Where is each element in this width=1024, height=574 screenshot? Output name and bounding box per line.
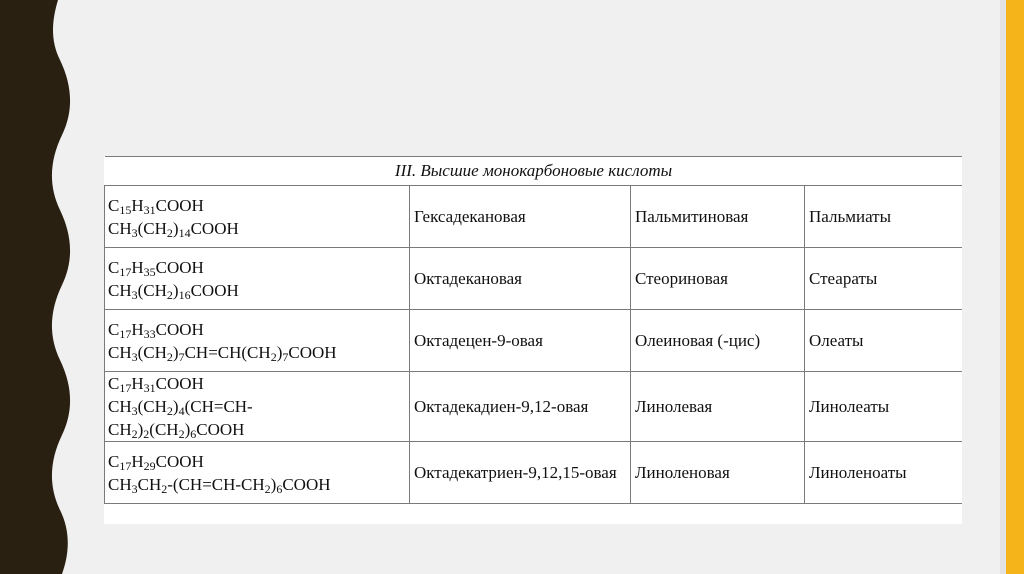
formula-subscript: 2 (166, 404, 173, 418)
formula-subscript: 6 (276, 481, 283, 496)
table-title: III. Высшие монокарбоновые кислоты (105, 157, 963, 186)
table-row (105, 248, 963, 310)
formula-subscript: 3 (131, 404, 138, 418)
formula-subscript: 35 (143, 264, 156, 279)
formula-line (108, 194, 405, 217)
formula-text: ) (137, 420, 144, 439)
formula-subscript: 17 (119, 326, 132, 341)
formula-text: CH (108, 280, 132, 300)
formula-subscript: 31 (143, 381, 156, 395)
formula-subscript: 15 (119, 202, 132, 217)
trivial-name-cell: Пальмитиновая (631, 186, 805, 248)
formula-subscript: 2 (270, 349, 277, 364)
formula-text: COOH (190, 280, 239, 300)
salt-name-cell: Стеараты (805, 248, 963, 310)
formula-subscript: 4 (178, 404, 185, 418)
formula-subscript: 6 (190, 427, 197, 441)
formula-text: CH=CH(CH (184, 342, 271, 362)
systematic-name-cell: Гексадекановая (410, 186, 631, 248)
formula-cell (105, 372, 410, 442)
trivial-name-cell: Стеориновая (631, 248, 805, 310)
formula-subscript: 17 (119, 458, 132, 473)
formula-text: COOH (288, 342, 337, 362)
formula-cell (105, 186, 410, 248)
left-wavy-band (0, 0, 80, 574)
formula-subscript: 2 (166, 225, 173, 240)
right-accent-strip (1006, 0, 1024, 574)
formula-subscript: 2 (131, 427, 138, 441)
formula-line (108, 318, 405, 341)
table-row (105, 372, 963, 442)
formula-text: CH (108, 420, 132, 439)
formula-text: C (108, 319, 120, 339)
formula-text: ) (172, 342, 179, 362)
formula-text: CH (108, 397, 132, 416)
formula-text: ) (172, 397, 179, 416)
formula-text: H (131, 451, 144, 471)
formula-subscript: 2 (264, 481, 271, 496)
formula-text: COOH (190, 218, 239, 238)
formula-text: H (131, 195, 144, 215)
formula-subscript: 3 (131, 225, 138, 240)
formula-text: H (131, 319, 144, 339)
formula-subscript: 3 (131, 349, 138, 364)
formula-text: (CH (137, 397, 167, 416)
formula-text: H (131, 374, 144, 393)
formula-line (108, 341, 405, 364)
formula-text: (CH (137, 342, 167, 362)
formula-subscript: 3 (131, 287, 138, 302)
systematic-name-cell: Октадекановая (410, 248, 631, 310)
formula-cell (105, 248, 410, 310)
formula-text: C (108, 257, 120, 277)
salt-name-cell: Линоленоаты (805, 442, 963, 504)
formula-text: COOH (155, 374, 204, 393)
formula-subscript: 3 (131, 481, 138, 496)
formula-text: H (131, 257, 144, 277)
trivial-name-cell: Линолевая (631, 372, 805, 442)
formula-subscript: 29 (143, 458, 156, 473)
formula-subscript: 2 (166, 349, 173, 364)
formula-text: (CH (137, 280, 167, 300)
systematic-name-cell: Октадекадиен-9,12-овая (410, 372, 631, 442)
formula-text: -(CH=CH-CH (167, 474, 265, 494)
formula-text: ) (172, 218, 179, 238)
formula-text: COOH (155, 319, 204, 339)
table-row (105, 310, 963, 372)
formula-subscript: 31 (143, 202, 156, 217)
formula-subscript: 17 (119, 264, 132, 279)
formula-cell (105, 442, 410, 504)
formula-subscript: 7 (178, 349, 185, 364)
formula-subscript: 16 (178, 287, 191, 302)
formula-text: ) (276, 342, 283, 362)
table-row (105, 186, 963, 248)
formula-subscript: 33 (143, 326, 156, 341)
formula-subscript: 7 (282, 349, 289, 364)
salt-name-cell: Линолеаты (805, 372, 963, 442)
formula-text: ) (270, 474, 277, 494)
salt-name-cell: Олеаты (805, 310, 963, 372)
formula-line (108, 395, 405, 418)
formula-text: CH (108, 342, 132, 362)
formula-text: COOH (155, 257, 204, 277)
formula-subscript: 14 (178, 225, 191, 240)
formula-cell (105, 310, 410, 372)
formula-text: CH (137, 474, 162, 494)
salt-name-cell: Пальмиаты (805, 186, 963, 248)
formula-subscript: 2 (178, 427, 185, 441)
formula-text: CH (108, 474, 132, 494)
acids-table-panel (104, 156, 962, 524)
formula-text: COOH (155, 195, 204, 215)
formula-line (108, 372, 405, 395)
formula-text: ) (184, 420, 191, 439)
table-row (105, 442, 963, 504)
formula-text: COOH (282, 474, 331, 494)
formula-text: COOH (196, 420, 245, 439)
formula-text: ) (172, 280, 179, 300)
formula-text: CH (108, 218, 132, 238)
formula-line (108, 473, 405, 496)
formula-subscript: 17 (119, 381, 132, 395)
table-title-row (105, 157, 963, 186)
formula-text: (CH (137, 218, 167, 238)
formula-subscript: 2 (161, 481, 168, 496)
formula-text: C (108, 195, 120, 215)
formula-text: C (108, 451, 120, 471)
formula-line (108, 418, 405, 441)
formula-line (108, 217, 405, 240)
table-body (105, 186, 963, 504)
formula-text: (CH=CH- (184, 397, 253, 416)
systematic-name-cell: Октадекатриен-9,12,15-овая (410, 442, 631, 504)
formula-line (108, 256, 405, 279)
formula-subscript: 2 (166, 287, 173, 302)
formula-subscript: 2 (143, 427, 150, 441)
trivial-name-cell: Линоленовая (631, 442, 805, 504)
formula-line (108, 279, 405, 302)
formula-line (108, 450, 405, 473)
systematic-name-cell: Октадецен-9-овая (410, 310, 631, 372)
trivial-name-cell: Олеиновая (-цис) (631, 310, 805, 372)
formula-text: (CH (149, 420, 179, 439)
acids-table (104, 156, 962, 504)
formula-text: C (108, 374, 120, 393)
formula-text: COOH (155, 451, 204, 471)
